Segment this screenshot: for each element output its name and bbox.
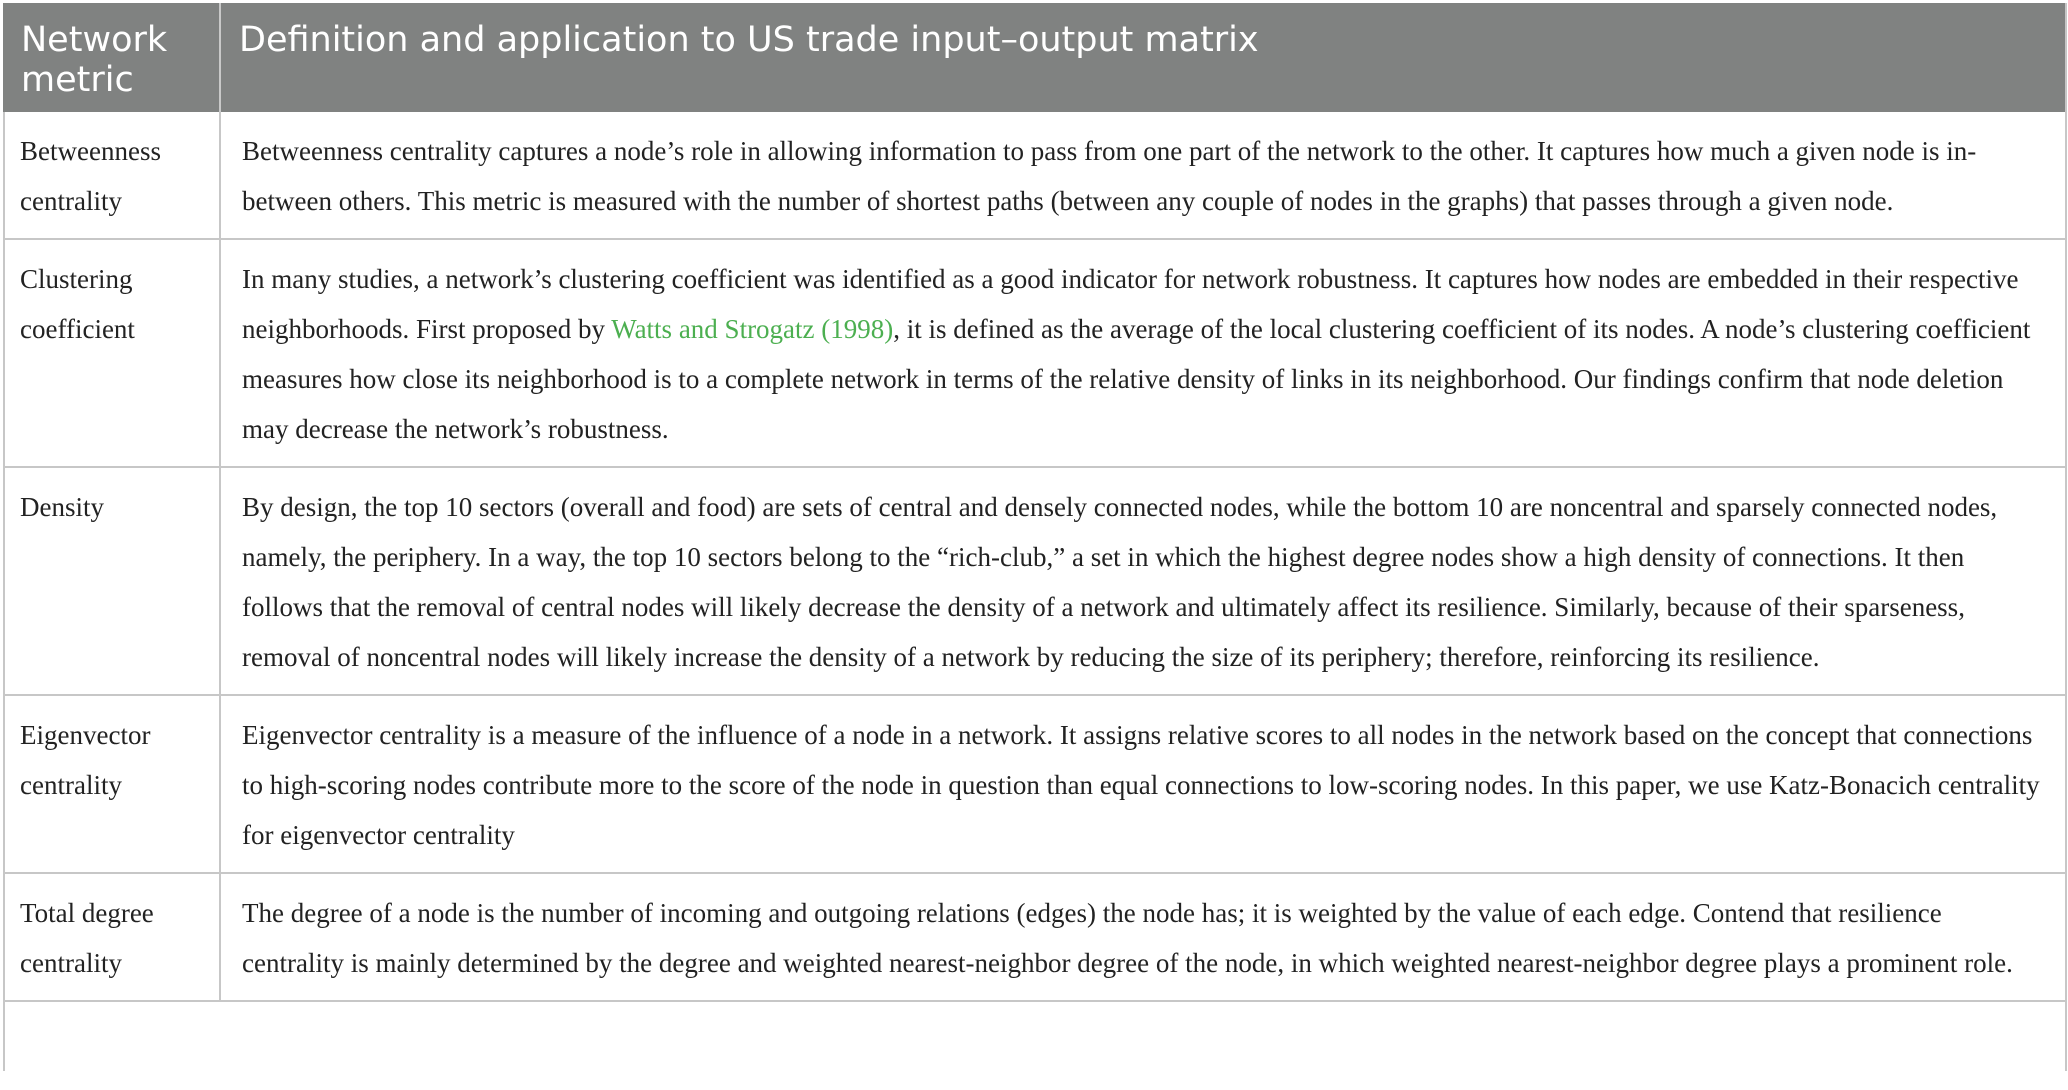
metric-total-degree-centrality: Total degree centrality [3,873,220,1001]
table-row [3,239,2065,467]
citation-link-watts-strogatz[interactable]: Watts and Strogatz (1998) [611,314,894,344]
header-definition: Definition and application to US trade input–output matrix [220,3,2065,112]
metric-betweenness-centrality: Betweenness centrality [3,112,220,239]
table-row [3,695,2065,873]
definition-betweenness-centrality: Betweenness centrality captures a node’s role in allowing information to pass from one part of the network to the other. It captures how much a given node is in-between others. This metric is measured with the number of shortest paths (between any couple of nodes in the graphs) that passes through a given node. [220,112,2065,239]
table-header-row [3,3,2065,112]
definition-density: By design, the top 10 sectors (overall and food) are sets of central and densely connected nodes, while the bottom 10 are noncentral and sparsely connected nodes, namely, the periphery. In a way, the top 10 sectors belong to the “rich-club,” a set in which the highest degree nodes show a high density of connections. It then follows that the removal of central nodes will likely decrease the density of a network and ultimately affect its resilience. Similarly, because of their sparseness, removal of noncentral nodes will likely increase the density of a network by reducing the size of its periphery; therefore, reinforcing its resilience. [220,467,2065,695]
table-frame-right [2065,3,2067,1071]
definition-text: , it is defined as the average of the local clustering coefficient of its nodes. A node’s clustering coefficient measures how close its neighborhood is to a complete network in terms of the relative density of links in its neighborhood. Our findings confirm that node deletion may decrease the network’s robustness. [242,314,2031,444]
table-row [3,467,2065,695]
table-row [3,873,2065,1001]
definition-total-degree-centrality: The degree of a node is the number of incoming and outgoing relations (edges) the node has; it is weighted by the value of each edge. Contend that resilience centrality is mainly determined by the degree and weighted nearest-neighbor degree of the node, in which weighted nearest-neighbor degree plays a prominent role. [220,873,2065,1001]
metric-density: Density [3,467,220,695]
header-network-metric: Network metric [3,3,220,112]
metric-eigenvector-centrality: Eigenvector centrality [3,695,220,873]
definition-text: In many studies, a network’s clustering coefficient was identified as a good indicator for network robustness. It captures how nodes are embedded in their respective neighborhoods. First proposed by [242,264,2019,344]
table-row [3,112,2065,239]
metrics-table [3,3,2065,1002]
metric-clustering-coefficient: Clustering coefficient [3,239,220,467]
metrics-table-container [3,3,2065,1002]
definition-clustering-coefficient [220,239,2065,467]
definition-eigenvector-centrality: Eigenvector centrality is a measure of the influence of a node in a network. It assigns relative scores to all nodes in the network based on the concept that connections to high-scoring nodes contribute more to the score of the node in question than equal connections to low-scoring nodes. In this paper, we use Katz-Bonacich centrality for eigenvector centrality [220,695,2065,873]
